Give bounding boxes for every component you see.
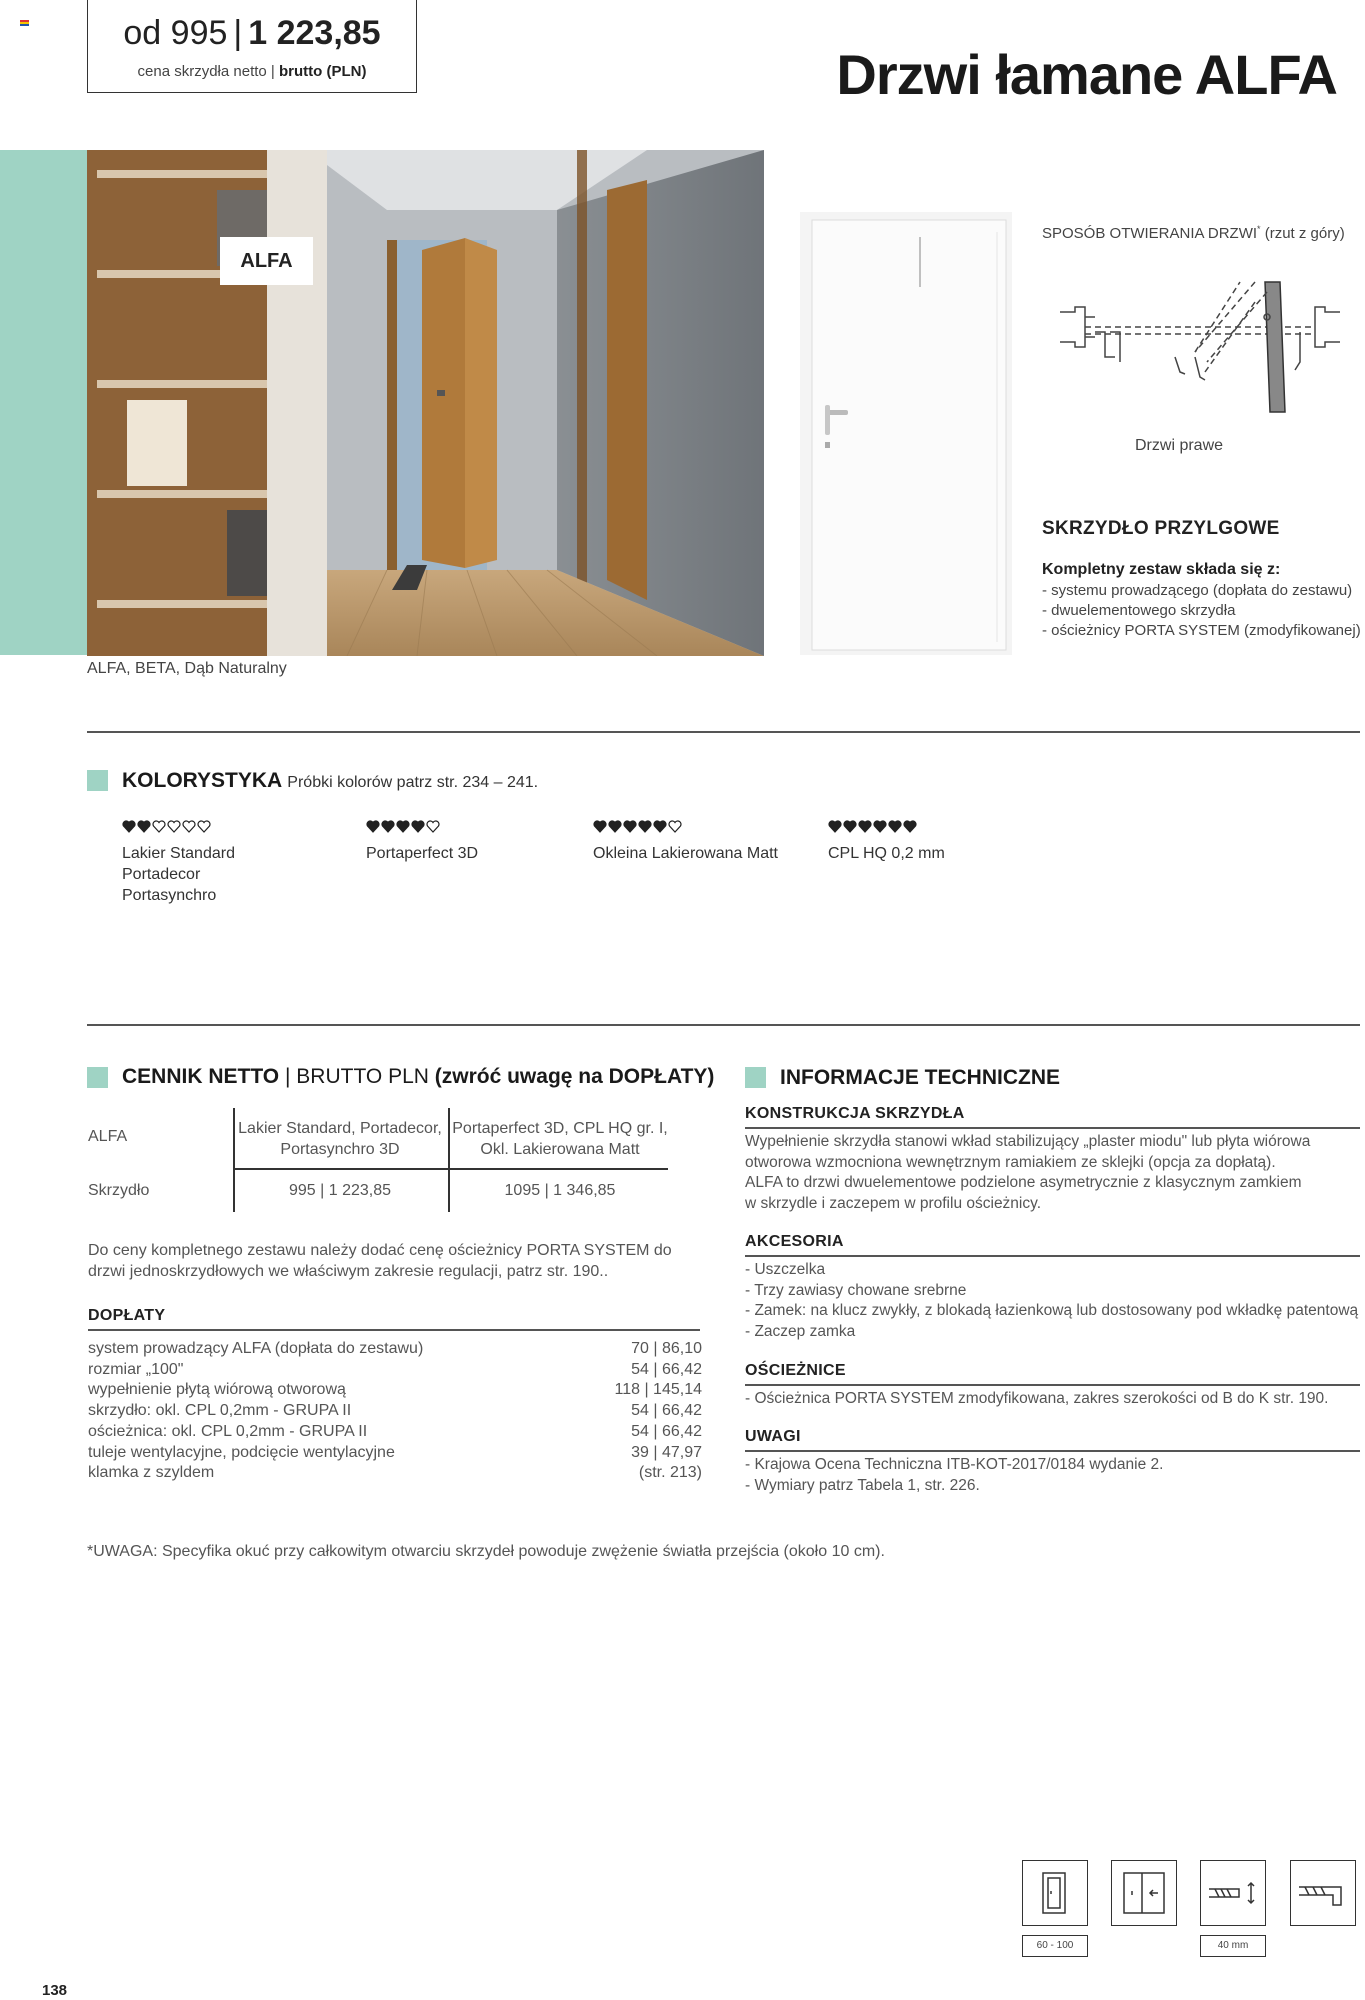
heart-filled-icon (382, 821, 394, 832)
price-caption-prefix: cena skrzydła netto | (137, 63, 275, 80)
frame-profile-icon (1290, 1860, 1356, 1926)
opening-title (1042, 224, 1345, 242)
tech-section-rule (745, 1127, 1360, 1129)
colors-heading (122, 769, 538, 793)
color-level-line: Okleina Lakierowana Matt (593, 845, 778, 862)
door-size-icon (1022, 1860, 1088, 1926)
heart-filled-icon (594, 821, 606, 832)
section-marker (745, 1067, 766, 1088)
colors-subtitle: Próbki kolorów patrz str. 234 – 241. (287, 774, 539, 791)
tech-heading: INFORMACJE TECHNICZNE (780, 1066, 1061, 1089)
tech-section-rule (745, 1384, 1360, 1386)
heart-empty-icon (168, 821, 180, 832)
extras-row-price: 54 | 66,42 (631, 1402, 702, 1420)
tech-section-rule (745, 1255, 1360, 1257)
tech-section-line: ALFA to drzwi dwuelementowe podzielone asymetrycznie z klasycznym zamkiem (745, 1174, 1302, 1191)
table-row-label: Skrzydło (88, 1182, 150, 1199)
extras-row-price: 39 | 47,97 (631, 1443, 702, 1461)
opening-title-text: SPOSÓB OTWIERANIA DRZWI (1042, 225, 1258, 242)
tech-section-line: - Zamek: na klucz zwykły, z blokadą łazienkową lub dostosowany pod wkładkę patentową (745, 1302, 1359, 1319)
accent-strip (0, 150, 87, 655)
tech-section-line: - Zaczep zamka (745, 1322, 856, 1340)
footnote: *UWAGA: Specyfika okuć przy całkowitym otwarciu skrzydeł powoduje zwężenie światła przejścia (około 10 cm). (87, 1543, 885, 1560)
heart-filled-icon (138, 821, 150, 832)
door-right-label: Drzwi prawe (1135, 437, 1224, 454)
leaf-item: - dwuelementowego skrzydła (1042, 602, 1236, 619)
leaf-thickness-label: 40 mm (1200, 1935, 1266, 1957)
heart-rating-icon (366, 820, 441, 834)
tech-section-title: AKCESORIA (745, 1233, 844, 1250)
heart-filled-icon (639, 821, 651, 832)
extras-row-label: rozmiar „100" (88, 1360, 184, 1378)
leaf-item: - systemu prowadzącego (dopłata do zestawu) (1042, 582, 1353, 599)
opening-title-mark: * (1257, 224, 1261, 234)
interior-photo (87, 150, 764, 656)
leaf-set-title: Kompletny zestaw składa się z: (1042, 561, 1281, 578)
pricing-note-line: drzwi jednoskrzydłowych we właściwym zakresie regulacji, patrz str. 190.. (88, 1263, 609, 1280)
tech-section-line: Wypełnienie skrzydła stanowi wkład stabilizujący „plaster miodu" lub płyta wiórowa (745, 1133, 1311, 1150)
table-line (233, 1168, 668, 1170)
hallway-illustration (87, 150, 764, 656)
extras-row-label: system prowadzący ALFA (dopłata do zestawu) (88, 1340, 424, 1357)
leaf-title: SKRZYDŁO PRZYLGOWE (1042, 518, 1280, 539)
extras-row-price: 54 | 66,42 (631, 1422, 702, 1440)
opening-diagram (1055, 262, 1345, 422)
extras-heading: DOPŁATY (88, 1307, 166, 1324)
color-level-line: Portadecor (122, 866, 201, 883)
extras-row-label: klamka z szyldem (88, 1464, 215, 1482)
price-box (87, 0, 417, 93)
extras-row-price: (str. 213) (638, 1464, 702, 1482)
extras-row-price: 70 | 86,10 (631, 1340, 702, 1357)
flag-icon (20, 20, 29, 26)
section-marker (87, 770, 108, 791)
heart-filled-icon (609, 821, 621, 832)
photo-caption: ALFA, BETA, Dąb Naturalny (87, 660, 287, 677)
table-cell: 1095 | 1 346,85 (504, 1182, 616, 1199)
heart-rating-icon (828, 820, 918, 834)
page-number: 138 (42, 1982, 68, 1999)
photo-model-label: ALFA (220, 237, 313, 285)
tech-section-line: - Ościeżnica PORTA SYSTEM zmodyfikowana, zakres szerokości od B do K str. 190. (745, 1390, 1329, 1407)
pricing-heading (122, 1065, 714, 1089)
tech-section-line: - Krajowa Ocena Techniczna ITB-KOT-2017/0184 wydanie 2. (745, 1456, 1164, 1473)
price-gross: 1 223,85 (248, 14, 381, 52)
extras-row-price: 54 | 66,42 (631, 1360, 702, 1378)
page-title: Drzwi łamane ALFA (836, 43, 1337, 106)
door-leaf-image (800, 212, 1012, 655)
heart-filled-icon (397, 821, 409, 832)
tech-section-title: OŚCIEŻNICE (745, 1362, 846, 1379)
price-separator: | (233, 14, 243, 52)
pricing-title-rest: BRUTTO PLN (296, 1065, 429, 1088)
tech-section-title: UWAGI (745, 1428, 801, 1445)
pricing-note-line: Do ceny kompletnego zestawu należy dodać cenę ościeżnicy PORTA SYSTEM do (88, 1242, 672, 1259)
table-header-line: Portaperfect 3D, CPL HQ gr. I, (452, 1120, 668, 1137)
color-level-line: Portasynchro (122, 887, 217, 904)
heart-empty-icon (153, 821, 165, 832)
heart-empty-icon (183, 821, 195, 832)
heart-filled-icon (829, 821, 841, 832)
color-level-line: Portaperfect 3D (366, 845, 479, 862)
extras-row-label: wypełnienie płytą wiórową otworową (88, 1381, 346, 1399)
tech-section-line: w skrzydle i zaczepem w profilu ościeżnicy. (745, 1194, 1042, 1212)
tech-section-rule (745, 1450, 1360, 1452)
heart-filled-icon (859, 821, 871, 832)
pricing-title-note: (zwróć uwagę na DOPŁATY) (434, 1065, 715, 1088)
heart-filled-icon (123, 821, 135, 832)
table-header-line: Okl. Lakierowana Matt (480, 1141, 640, 1158)
extras-row-label: tuleje wentylacyjne, podcięcie wentylacyjne (88, 1443, 395, 1461)
heart-filled-icon (624, 821, 636, 832)
section-divider (87, 1024, 1360, 1026)
tech-section-line: - Trzy zawiasy chowane srebrne (745, 1281, 967, 1299)
pricing-note (88, 1240, 672, 1282)
opening-title-suffix: (rzut z góry) (1264, 225, 1345, 242)
heart-empty-icon (198, 821, 210, 832)
heart-rating-icon (122, 820, 212, 834)
tech-section-title: KONSTRUKCJA SKRZYDŁA (745, 1105, 965, 1122)
table-cell: 995 | 1 223,85 (288, 1182, 392, 1199)
heart-filled-icon (844, 821, 856, 832)
section-marker (87, 1067, 108, 1088)
pricing-title-sep: | (284, 1065, 291, 1088)
table-header-line: Portasynchro 3D (280, 1141, 400, 1158)
pricing-title-bold: CENNIK NETTO (122, 1065, 280, 1088)
section-divider (87, 731, 1360, 733)
colors-title: KOLORYSTYKA (122, 769, 282, 792)
heart-filled-icon (367, 821, 379, 832)
price-main (88, 14, 416, 53)
heart-rating-icon (593, 820, 683, 834)
heart-filled-icon (874, 821, 886, 832)
tech-section-line: - Uszczelka (745, 1261, 826, 1278)
folding-door-icon (1111, 1860, 1177, 1926)
price-net: od 995 (123, 14, 228, 52)
table-header-model: ALFA (88, 1128, 128, 1145)
color-level-line: CPL HQ 0,2 mm (828, 845, 945, 862)
color-level-line: Lakier Standard (122, 845, 235, 862)
heart-filled-icon (904, 821, 916, 832)
heart-empty-icon (669, 821, 681, 832)
heart-empty-icon (427, 821, 439, 832)
heart-filled-icon (412, 821, 424, 832)
tech-section-line: otworowa wzmocniona wewnętrznym ramiakiem ze sklejki (opcja za dopłatą). (745, 1153, 1276, 1171)
extras-rule (88, 1329, 700, 1331)
table-line (448, 1108, 450, 1168)
price-caption-bold: brutto (PLN) (279, 63, 367, 80)
table-header-col1 (235, 1118, 445, 1160)
heart-filled-icon (889, 821, 901, 832)
leaf-item: - ościeżnicy PORTA SYSTEM (zmodyfikowanej) (1042, 622, 1361, 639)
extras-row-label: skrzydło: okl. CPL 0,2mm - GRUPA II (88, 1402, 352, 1420)
heart-filled-icon (654, 821, 666, 832)
tech-section-line: - Wymiary patrz Tabela 1, str. 226. (745, 1476, 980, 1494)
price-caption (88, 63, 416, 80)
table-header-line: Lakier Standard, Portadecor, (238, 1120, 442, 1137)
door-size-label: 60 - 100 (1022, 1935, 1088, 1957)
extras-row-price: 118 | 145,14 (614, 1381, 702, 1399)
table-header-col2 (450, 1118, 670, 1160)
extras-row-label: ościeżnica: okl. CPL 0,2mm - GRUPA II (88, 1422, 368, 1440)
table-line (233, 1108, 235, 1168)
leaf-thickness-icon (1200, 1860, 1266, 1926)
